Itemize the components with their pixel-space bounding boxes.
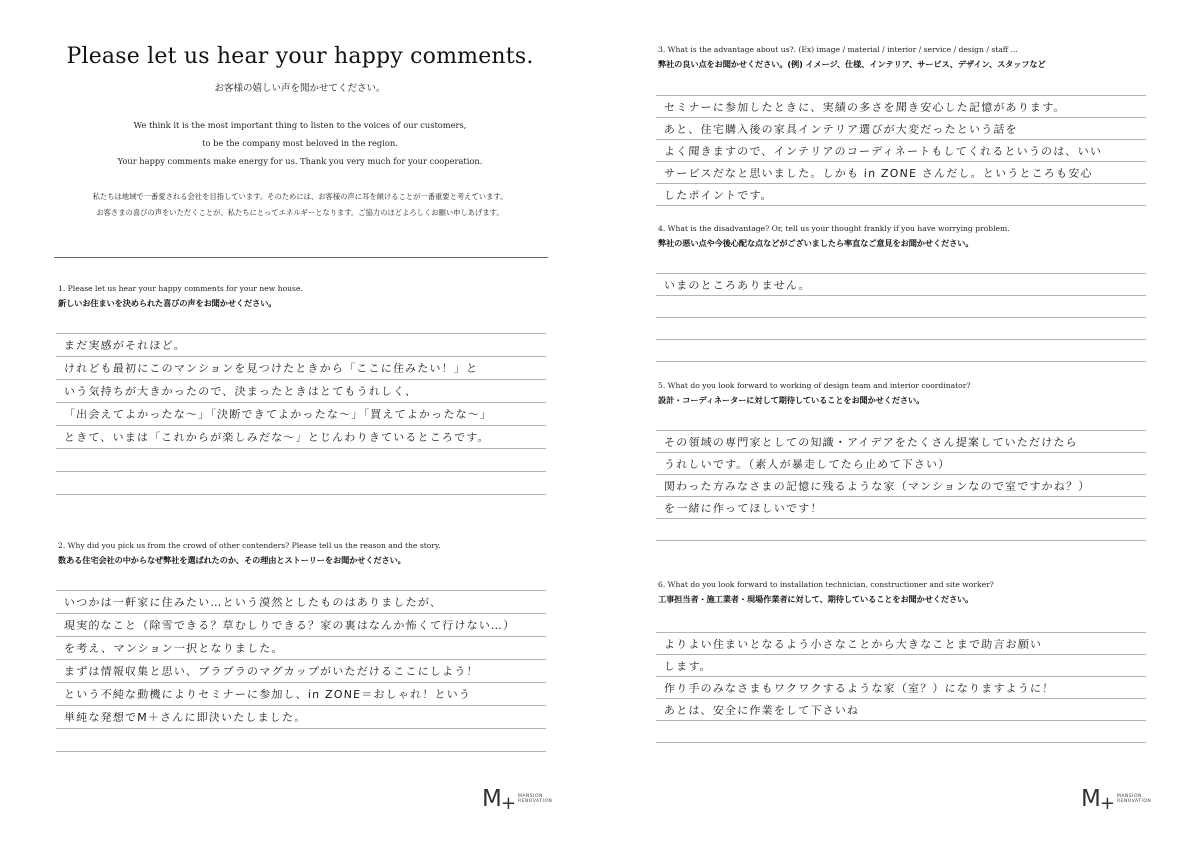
page-subtitle-ja: お客様の嬉しい声を聞かせてください。 [214,83,386,94]
answer-line: まだ実感がそれほど。 [63,339,187,352]
answer-line: ときて、いまは「これからが楽しみだな～」とじんわりきているところです。 [63,431,491,444]
intro-ja-line: 私たちは地域で一番愛される会社を目指しています。そのためには、お客様の声に耳を傾けることが一番重要と考えています。 [92,192,508,201]
ruled-line [56,379,546,380]
ruled-line [56,590,546,591]
intro-en-line: We think it is the most important thing to listen to the voices of our customers, [133,120,467,130]
ruled-line [656,540,1146,541]
ruled-line [56,751,546,752]
answer-line: 「出会えてよかったな～」「決断できてよかったな～」「買えてよかったな～」 [63,408,493,421]
answer-line: うれしいです。（素人が暴走してたら止めて下さい） [663,458,951,471]
answer-line: いまのところありません。 [663,279,812,292]
answer-line: したポイントです。 [663,189,774,202]
answer-line: 作り手のみなさまもワクワクするような家（室？）になりますように！ [663,682,1055,695]
answer-line: 関わった方みなさまの記憶に残るような家（マンションなので室ですかね？） [663,480,1091,493]
ruled-line [56,705,546,706]
ruled-line [656,317,1146,318]
header-divider [54,257,548,258]
answer-line: いつかは一軒家に住みたい…という漠然としたものはありましたが、 [63,596,443,609]
answer-line: よりよい住まいとなるよう小さなことから大きなことまで助言お願い [663,638,1043,651]
logo-plus: + [500,793,515,814]
logo-text-line: MANSION [1116,793,1142,799]
ruled-line [56,494,546,495]
question-5-en: 5. What do you look forward to working of design team and interior coordinator? [658,381,971,390]
logo-text [1117,794,1151,805]
ruled-line [56,659,546,660]
ruled-line [656,632,1146,633]
logo-text-line: MANSION [517,793,543,799]
logo-mark [1081,786,1114,812]
ruled-line [56,425,546,426]
answer-line: あとは、安全に作業をして下さいね [663,704,860,717]
question-4-ja: 弊社の悪い点や今後心配な点などがございましたら率直なご意見をお聞かせください。 [658,238,974,248]
answer-line: セミナーに参加したときに、実績の多さを聞き安心した記憶があります。 [663,101,1067,114]
ruled-line [56,682,546,683]
ruled-line [56,402,546,403]
answer-line: いう気持ちが大きかったので、決まったときはとてもうれしく、 [63,385,418,398]
ruled-line [56,636,546,637]
company-logo [1081,786,1151,812]
answer-line: 単純な発想でM＋さんに即決いたしました。 [63,711,307,724]
logo-text-line: RENOVATION [1116,799,1152,804]
ruled-line [656,295,1146,296]
ruled-line [656,430,1146,431]
question-3-en: 3. What is the advantage about us?. (Ex) image / material / interior / service / design / staff ... [658,45,1018,54]
ruled-line [656,742,1146,743]
ruled-line [656,339,1146,340]
ruled-line [56,448,546,449]
ruled-line [656,183,1146,184]
logo-text [518,794,552,805]
answer-line: あと、住宅購入後の家具インテリア選びが大変だったという話を [663,123,1019,136]
ruled-line [656,273,1146,274]
ruled-line [656,95,1146,96]
ruled-line [656,161,1146,162]
question-3 [658,45,1148,70]
answer-line: を考え、マンション一択となりました。 [63,642,285,655]
question-6-ja: 工事担当者・施工業者・現場作業者に対して、期待していることをお聞かせください。 [658,594,974,604]
ruled-line [656,676,1146,677]
answer-line: 現実的なこと（除雪できる？草むしりできる？家の裏はなんか怖くて行けない…） [63,619,516,632]
question-4 [658,224,1148,249]
page-title: Please let us hear your happy comments. [66,44,534,69]
ruled-line [56,333,546,334]
answer-line: けれども最初にこのマンションを見つけたときから「ここに住みたい！」と [63,362,479,375]
intro-en [60,116,540,170]
logo-plus: + [1099,793,1114,814]
intro-en-line: Your happy comments make energy for us. Thank you very much for your cooperation. [117,156,483,166]
intro-ja [60,189,540,221]
intro-en-line: to be the company most beloved in the region. [202,138,398,148]
company-logo [482,786,552,812]
question-2-en: 2. Why did you pick us from the crowd of other contenders? Please tell us the reason and the story. [58,541,441,550]
answer-line: という不純な動機によりセミナーに参加し、in ZONE＝おしゃれ！という [63,688,472,701]
question-4-en: 4. What is the disadvantage? Or, tell us your thought frankly if you have worrying problem. [658,224,1010,233]
ruled-line [656,654,1146,655]
question-1 [58,284,548,309]
answer-line: よく聞きますので、インテリアのコーディネートもしてくれるというのは、いい [663,145,1103,158]
logo-letter: M [1081,786,1100,812]
ruled-line [656,496,1146,497]
ruled-line [656,720,1146,721]
question-2-ja: 数ある住宅会社の中からなぜ弊社を選ばれたのか、その理由とストーリーをお聞かせください。 [58,555,406,565]
answer-line: サービスだなと思いました。しかも in ZONE さんだし。というところも安心 [663,167,1094,180]
answer-line: を一緒に作ってほしいです！ [663,502,823,515]
question-5-ja: 設計・コーディネーターに対して期待していることをお聞かせください。 [658,395,925,405]
ruled-line [656,205,1146,206]
question-5 [658,381,1148,406]
logo-mark [482,786,515,812]
logo-text-line: RENOVATION [517,799,553,804]
ruled-line [656,474,1146,475]
ruled-line [656,139,1146,140]
ruled-line [656,452,1146,453]
question-1-ja: 新しいお住まいを決められた喜びの声をお聞かせください。 [58,298,277,308]
question-1-en: 1. Please let us hear your happy comments for your new house. [58,284,303,293]
question-2 [58,541,548,566]
answer-line: します。 [663,660,713,673]
answer-line: その領域の専門家としての知識・アイデアをたくさん提案していただけたら [663,436,1079,449]
ruled-line [656,698,1146,699]
ruled-line [656,518,1146,519]
question-6-en: 6. What do you look forward to installation technician, constructioner and site worker? [658,580,994,589]
question-6 [658,580,1148,605]
ruled-line [56,356,546,357]
ruled-line [56,471,546,472]
ruled-line [56,728,546,729]
ruled-line [656,361,1146,362]
ruled-line [56,613,546,614]
answer-line: まずは情報収集と思い、ブラブラのマグカップがいただけるここにしよう！ [63,665,480,678]
logo-letter: M [482,786,501,812]
question-3-ja: 弊社の良い点をお聞かせください。(例) イメージ、仕様、インテリア、サービス、デザイン、スタッフなど [658,59,1046,69]
ruled-line [656,117,1146,118]
intro-ja-line: お客さまの喜びの声をいただくことが、私たちにとってエネルギーとなります。ご協力のほどよろしくお願い申しあげます。 [96,208,504,217]
